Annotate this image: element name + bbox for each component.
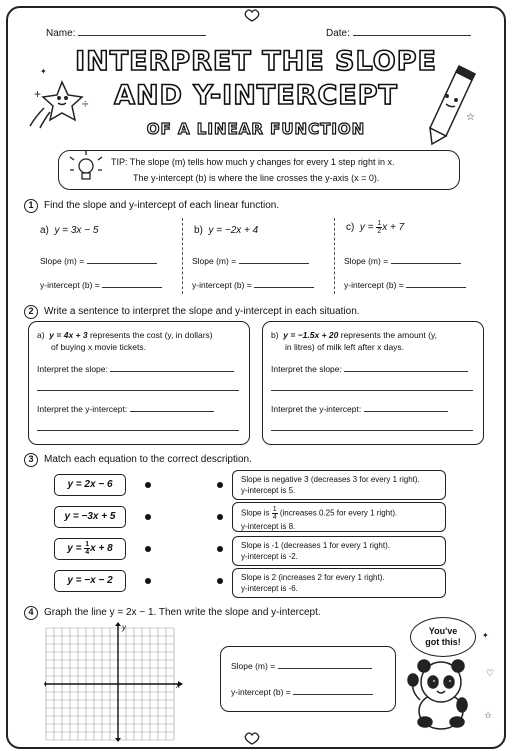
bubble-line-1: You've — [428, 626, 458, 636]
date-label: Date: — [326, 28, 350, 39]
title-line-2: AND Y-INTERCEPT — [114, 80, 398, 111]
tip-line-2: The y-intercept (b) is where the line crosses the y-axis (x = 0). — [133, 173, 380, 183]
section-1-number: 1 — [24, 199, 38, 213]
answer-line[interactable] — [37, 430, 239, 431]
match-description-2[interactable]: Slope is $\frac{1}{4}$ (increases 0.25 for every 1 right). y-intercept is 8. — [232, 502, 446, 532]
plus-icon: + — [34, 87, 42, 101]
sparkle-icon: ✦ — [40, 67, 47, 76]
match-equation-2[interactable]: y = −3x + 5 — [54, 506, 126, 528]
title-line-1: INTERPRET THE SLOPE — [75, 46, 437, 77]
date-input-line[interactable] — [353, 35, 471, 36]
intercept-answer-1a[interactable]: y-intercept (b) = — [40, 280, 162, 290]
heart-icon — [245, 733, 259, 744]
match-equation-1[interactable]: y = 2x − 6 — [54, 474, 126, 496]
graph-answer-box — [220, 646, 396, 712]
answer-line[interactable] — [271, 390, 473, 391]
problem-1a: a) y = 3x − 5 — [40, 225, 99, 236]
slope-answer-4[interactable]: Slope (m) = — [231, 661, 372, 671]
speech-bubble — [410, 617, 476, 657]
problem-1b: b) y = −2x + 4 — [194, 225, 259, 236]
intercept-prompt-b[interactable]: Interpret the y-intercept: — [271, 404, 448, 414]
intercept-answer-1c[interactable]: y-intercept (b) = — [344, 280, 466, 290]
match-description-1[interactable]: Slope is negative 3 (decreases 3 for every 1 right). y-intercept is 5. — [232, 470, 446, 500]
answer-line[interactable] — [37, 390, 239, 391]
name-input-line[interactable] — [78, 35, 206, 36]
section-2-title: Write a sentence to interpret the slope and y-intercept in each situation. — [44, 306, 360, 317]
answer-line[interactable] — [271, 430, 473, 431]
match-equation-3[interactable]: y = $\frac{1}{4}$ x + 8 — [54, 538, 126, 560]
section-3-number: 3 — [24, 453, 38, 467]
column-divider — [182, 218, 183, 294]
intercept-answer-1b[interactable]: y-intercept (b) = — [192, 280, 314, 290]
tip-line-1: TIP: The slope (m) tells how much y changes for every 1 step right in x. — [111, 157, 395, 167]
situation-b-box — [262, 321, 484, 445]
slope-prompt-b[interactable]: Interpret the slope: — [271, 364, 468, 374]
column-divider — [334, 218, 335, 294]
star-icon: ☆ — [466, 112, 475, 123]
section-4-title: Graph the line y = 2x − 1. Then write the slope and y-intercept. — [44, 607, 321, 618]
tip-box — [58, 150, 460, 190]
section-2-number: 2 — [24, 305, 38, 319]
coordinate-grid[interactable] — [44, 622, 186, 742]
name-label: Name: — [46, 28, 76, 39]
star-icon: ☆ — [484, 710, 493, 720]
name-field[interactable] — [46, 28, 206, 39]
title-line-3: OF A LINEAR FUNCTION — [146, 120, 366, 138]
match-description-4[interactable]: Slope is 2 (increases 2 for every 1 right). y-intercept is -6. — [232, 568, 446, 598]
heart-icon: ♡ — [486, 668, 495, 678]
slope-answer-1a[interactable]: Slope (m) = — [40, 256, 157, 266]
situation-a-box — [28, 321, 250, 445]
y-axis-label: y — [122, 623, 126, 632]
match-dot-left[interactable] — [145, 482, 151, 488]
situation-a-text: a) y = 4x + 3 represents the cost (y, in dollars) of buying x movie tickets. — [37, 330, 213, 352]
match-dot-right[interactable] — [217, 514, 223, 520]
intercept-prompt-a[interactable]: Interpret the y-intercept: — [37, 404, 214, 414]
divide-icon: ÷ — [82, 97, 89, 111]
situation-b-text: b) y = −1.5x + 20 represents the amount (y, in litres) of milk left after x days. — [271, 330, 437, 352]
slope-answer-1c[interactable]: Slope (m) = — [344, 256, 461, 266]
match-dot-right[interactable] — [217, 482, 223, 488]
section-1-title: Find the slope and y-intercept of each linear function. — [44, 200, 280, 211]
match-dot-left[interactable] — [145, 578, 151, 584]
match-equation-4[interactable]: y = −x − 2 — [54, 570, 126, 592]
intercept-answer-4[interactable]: y-intercept (b) = — [231, 687, 373, 697]
sparkle-icon: ✦ — [482, 631, 489, 640]
section-4-number: 4 — [24, 606, 38, 620]
panda-icon — [408, 660, 467, 729]
match-dot-right[interactable] — [217, 578, 223, 584]
problem-1c: c) y = $\frac{1}{2}$ x + 7 — [346, 220, 405, 235]
match-dot-left[interactable] — [145, 514, 151, 520]
heart-icon — [245, 10, 259, 21]
match-description-3[interactable]: Slope is -1 (decreases 1 for every 1 right). y-intercept is -2. — [232, 536, 446, 566]
slope-answer-1b[interactable]: Slope (m) = — [192, 256, 309, 266]
match-dot-left[interactable] — [145, 546, 151, 552]
slope-prompt-a[interactable]: Interpret the slope: — [37, 364, 234, 374]
date-field[interactable] — [326, 28, 471, 39]
bubble-line-2: got this! — [425, 637, 461, 647]
match-dot-right[interactable] — [217, 546, 223, 552]
x-axis-label: x — [176, 681, 180, 690]
section-3-title: Match each equation to the correct description. — [44, 454, 252, 465]
